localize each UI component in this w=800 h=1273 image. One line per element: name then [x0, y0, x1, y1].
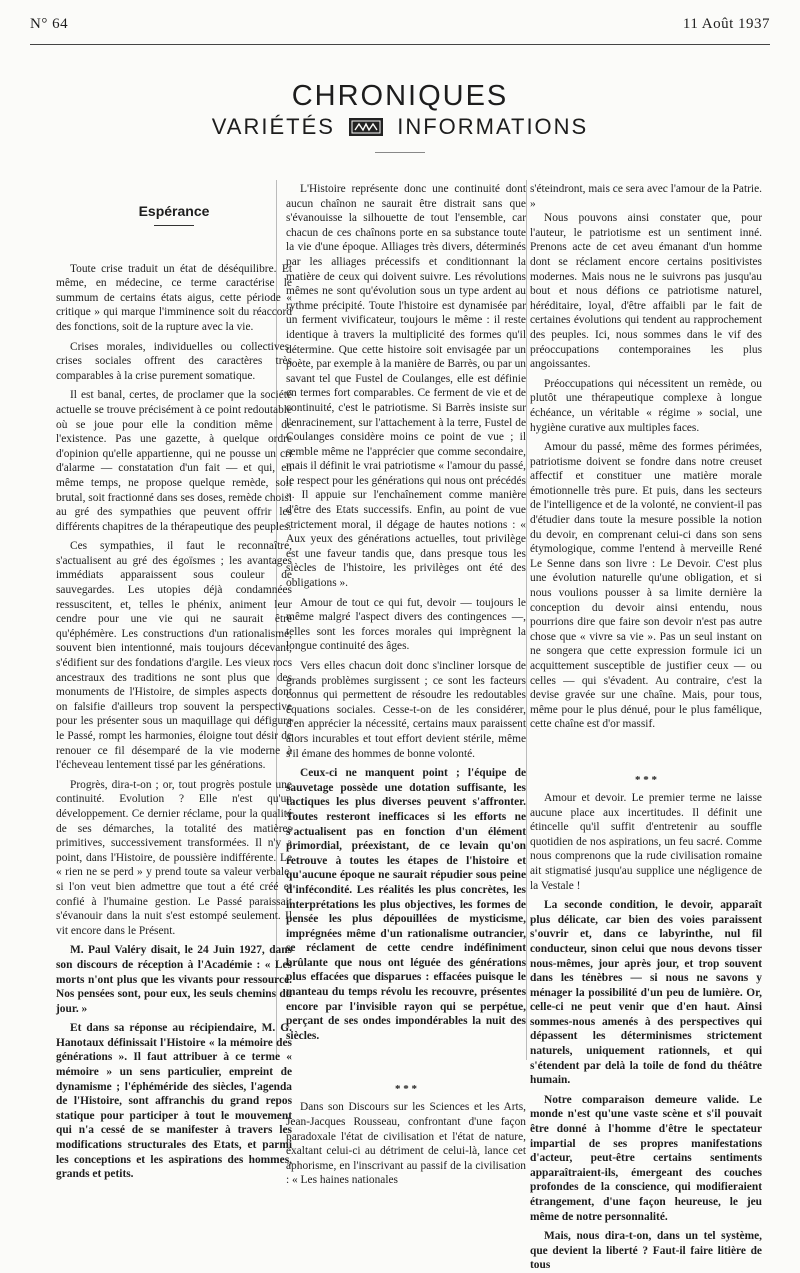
column-divider [526, 180, 527, 1060]
paragraph: Il est banal, certes, de proclamer que la société actuelle se trouve précisément à ce point redoutable où se joue pour elle la condition même de l'existence. Pas une gazette, à quelque ordre d'opinion qu'elle appartienne, qui ne pousse un cri d'alarme — constatation d'un fait — et qui, en même temps, ne propose quelque remède, soit brutal, soit fractionné dans ses doses, remède choisi au gré des sympathies que peuvent offrir les différents chapitres de la thérapeutique des peuples. [56, 389, 292, 533]
masthead-rule [375, 152, 425, 153]
paragraph: La seconde condition, le devoir, apparaît plus délicate, car bien des voies paraissent s'ouvrir et, dans ce labyrinthe, nul fil conducteur, sinon celui que nous devons tisser nous-mêmes, jour après jour, et trop souvent dans les ténèbres — si nous ne savons y ménager la possibilité d'un peu de lumière. Or, celle-ci ne peut venir que d'en haut. Ainsi sommes-nous amenés à des perspectives qui dépassent les déterminismes strictement naturels, uniquement rationnels, et qui s'étendent par delà la toile de fond du théâtre humain. [530, 899, 762, 1087]
masthead-informations: INFORMATIONS [397, 114, 589, 139]
paragraph: Notre comparaison demeure valide. Le monde n'est qu'une vaste scène et s'il pouvait être donné à l'homme d'être le spectateur impartial de ses propres manifestations d'acteur, peut-être certains sentiments apparaîtraient-ils, émergeant des couches profondes de la conscience, qui modifieraient étrangement, d'une façon heureuse, le jeu même de notre personnalité. [530, 1093, 762, 1223]
paragraph-hanotaux: Et dans sa réponse au récipiendaire, M. G. Hanotaux définissait l'Histoire « la mémoire des générations ». Il faut attribuer à ce terme « mémoire » un sens particulier, empreint de dynamisme ; l'éphéméride des siècles, l'agenda de l'Histoire, sont affranchis du grand repos statique pour participer à tout le mouvement qui n'a cessé de se manifester à travers les modifications structurales des Etats, et parmi les conceptions et les aspirations des hommes, grands et petits. [56, 1022, 292, 1181]
paragraph: Ces sympathies, il faut le reconnaître, s'actualisent au gré des égoïsmes ; les avantages immédiats apparaissent sous couleur de sauvegardes. Les utopies déjà condamnées ressuscitent, et, telles le phénix, animent leur cendre pour une vie qui ne saurait être qu'éphémère. Les constructions d'un rationalisme, souvent bien intentionné, mais toujours décevant, s'édifient sur des fondations d'argile. Les vieux rocs ancestraux des traditions ne sont plus que des monuments de l'Histoire, de simples aspects dont on falsifie d'ailleurs trop souvent la perspective pour les présenter sous un maquillage qui défigure le Passé, rompt les harmonies, éloigne tout désir de renouer ce fil désemparé de la vie moderne à l'écheveau lentement tissé par les générations. [56, 540, 292, 772]
page-header [30, 16, 770, 36]
column-3 [530, 182, 762, 1273]
paragraph: Amour de tout ce qui fut, devoir — toujours le même malgré l'aspect divers des contingences —, telles sont les forces morales qui imprègnent la longue continuité des âges. [286, 596, 526, 653]
paragraph: L'Histoire représente donc une continuité dont aucun chaînon ne saurait être distrait sans que s'évanouisse la silhouette de tout l'ensemble, car chacun de ces chaînons porte en sa substance toute la vie d'une époque. Alliages très divers, déterminés par les alliages précessifs et conditionnant la matière de ceux qui doivent suivre. Les révolutions mêmes ne sont qu'évolution sous un type ardent au rythme précipité. Toute l'histoire est dynamisée par un ferment vivificateur, toujours le même : il reste identique à travers la multiplicité des formes qu'il détermine. Que cette histoire soit envisagée par un poète, par exemple à la manière de Barrès, ou par un savant tel que Fustel de Coulanges, elle est définie en termes fort comparables. Ce ferment de vie et de continuité, c'est le patriotisme. Si Barrès insiste sur l'enracinement, sur l'attachement à la terre, Fustel de Coulanges considère moins ce point de vue ; il semble même ne l'apprécier que comme secondaire, mais il définit le vrai patriotisme « l'amour du passé, le respect pour les générations qui nous ont précédés ». Il appuie sur l'enchaînement comme manière d'être des Etats successifs. Enfin, au point de vue strictement moral, il dégage de hautes notions : « Aux yeux des générations actuelles, tout privilège est une faveur tandis que, dans presque tous les siècles de l'histoire, les privilèges ont été des obligations ». [286, 183, 526, 590]
paragraph: Progrès, dira-t-on ; or, tout progrès postule une continuité. Evolution ? Elle n'est qu'un développement. Ce dernier réclame, pour la qualité de ses démarches, la totalité des matières primitives, successivement transformées. Il n'y a point, dans l'Histoire, de poussière indifférente. Le « rien ne se perd » y prend toute sa valeur verbale, si l'on veut bien admettre que tout a été créé et confié à l'humaine gestion. Le Passé paraissait s'évanouir dans la nuit s'est estompé seulement. Il vit encore dans le Présent. [56, 778, 292, 937]
paragraph: Crises morales, individuelles ou collectives, crises sociales offrent des caractères très comparables à la crise purement somatique. [56, 340, 292, 382]
issue-number: N° 64 [30, 16, 69, 32]
masthead [0, 80, 800, 153]
paragraph: Vers elles chacun doit donc s'incliner lorsque de grands problèmes surgissent ; ce sont les facteurs connus qui permettent de résoudre les redoutables équations sociales. Cesse-t-on de les considérer, d'en apprécier la nécessité, certains maux paraissent alors incurables et tout effort devient stérile, même s'il émane des hommes de bonne volonté. [286, 660, 526, 760]
masthead-subtitle [0, 114, 800, 140]
masthead-title: CHRONIQUES [291, 80, 509, 112]
column-1 [56, 188, 292, 1182]
article-title: Espérance [138, 203, 210, 219]
paragraph: Dans son Discours sur les Sciences et les Arts, Jean-Jacques Rousseau, confrontant d'une façon paradoxale l'état de civilisation et l'état de nature, exaltant celui-ci au détriment de celui-là, lance cet aphorisme, en l'inscrivant au passif de la civilisation : « Les haines nationales [286, 1101, 526, 1187]
paragraph: Préoccupations qui nécessitent un remède, ou plutôt une thérapeutique complexe à longue échéance, un véritable « régime » social, une hygiène curative aux multiples faces. [530, 377, 762, 434]
masthead-varietes: VARIÉTÉS [211, 114, 335, 139]
paragraph: Mais, nous dira-t-on, dans un tel système, que devient la liberté ? Faut-il faire litière de tous [530, 1230, 762, 1272]
issue-date: 11 Août 1937 [682, 16, 770, 32]
paragraph: Nous pouvons ainsi constater que, pour l'auteur, le patriotisme est un sentiment inné. Prenons acte de cet aveu émanant d'un homme dont se réclament encore certains positivistes modernes. Mais nous ne le suivrons pas jusqu'au bout et nous défions ce patriotisme naturel, héréditaire, loyal, d'être affaibli par le fait de certaines évolutions qui tendent au rapprochement des peuples. Ici, nous sommes dans le vif des préoccupations contemporaines les plus angoissantes. [530, 212, 762, 371]
section-asterism: * * * [635, 773, 657, 786]
publisher-emblem-icon [349, 118, 383, 136]
section-asterism: * * * [395, 1083, 417, 1096]
title-rule [154, 225, 194, 226]
paragraph: Ceux-ci ne manquent point ; l'équipe de sauvetage possède une dotation suffisante, les tactiques les plus diverses peuvent s'affronter. Toutes resteront inefficaces si les efforts ne s'actualisent pas en fonction d'un élément primordial, préexistant, de ce levain qu'on retrouve à toutes les étapes de l'histoire et qu'aucune époque ne saurait répudier sous peine d'infécondité. Les réalités les plus concrètes, les interprétations les plus objectives, les formes de pensée les plus dépouillées de mysticisme, imprégnées même d'un rationalisme outrancier, se réclament de cette cendre indéfiniment brûlante que nous ont léguée des générations plus effacées que disparues : effacées puisque le manteau du temps révolu les recouvre, présentes encore par l'invisible rayon qui se perpétue, perçant de ses ondes impondérables la nuit des siècles. [286, 767, 526, 1042]
header-rule [30, 44, 770, 45]
paragraph: Amour et devoir. Le premier terme ne laisse aucune place aux incertitudes. Il définit une étincelle qu'il suffit d'entretenir au souffle quotidien de nos aspirations, un feu sacré. Comme nous comprenons que la rude civilisation romaine ait stigmatisé jusqu'au supplice une négligence de la Vestale ! [530, 791, 762, 892]
paragraph: Amour du passé, même des formes périmées, patriotisme doivent se fondre dans notre creuset affectif et constituer une matière morale émotionnelle très pure. Et puis, dans les secteurs de l'intelligence et de la volonté, ne convient-il pas d'étudier dans toute la mesure possible la notion du devoir, en comprenant celui-ci dans son sens étymologique, comme l'entend à merveille René Le Senne dans son livre : Le Devoir. C'est plus une évolution naturelle qu'une obligation, et si nous voulions pousser à sa limite dernière la conception du devoir ainsi entendu, nous pourrions dire que faire son devoir n'est pas autre chose que « vivre sa vie ». Pas un seul instant on ne songera que cette expression formule ici un acquittement susceptible de justifier ceux — ou celles — qui s'évadent. Au contraire, c'est la devise gravée sur une chaîne. Mais, pour tous, même pour le plus dénué, pour le plus famélique, cette chaîne est d'or massif. [530, 441, 762, 731]
paragraph: Toute crise traduit un état de déséquilibre. Et même, en médecine, ce terme caractérise le summum de certains états aigus, cette période « critique » qui marque l'imminence soit du réaccord des fonctions, soit de la rupture avec la vie. [56, 262, 292, 333]
paragraph: s'éteindront, mais ce sera avec l'amour de la Patrie. » [530, 183, 762, 210]
paragraph-quote-valery: M. Paul Valéry disait, le 24 Juin 1927, dans son discours de réception à l'Académie : « Les morts n'ont plus que les vivants pour ressource. Nos pensées sont, pour eux, les seuls chemins du jour. » [56, 944, 292, 1015]
column-2 [286, 182, 526, 1188]
